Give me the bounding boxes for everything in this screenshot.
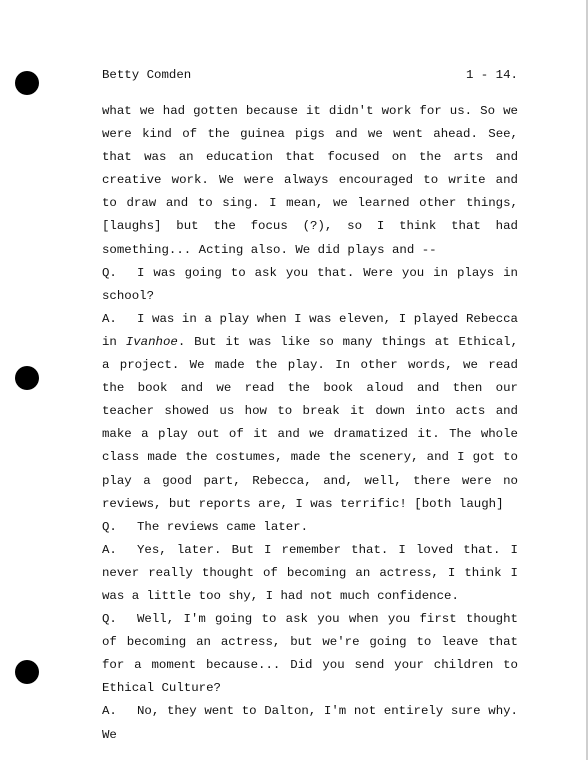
page-number: 1 - 14. xyxy=(465,68,518,82)
paragraph-text: I was in a play when I was eleven, I played Rebecca in xyxy=(102,311,518,349)
paragraph-text: what we had gotten because it didn't work for us. So we were kind of the guinea pigs and we went ahead. See, that was an education that focused on the arts and creative work. We were always encouraged to write and to draw and to sing. I mean, we learned other things, [laughs] but the focus (?), so I think that had something... Acting also. We did plays and -- xyxy=(102,104,518,257)
answer-paragraph xyxy=(102,700,518,746)
binder-hole-middle xyxy=(15,366,39,390)
question-paragraph xyxy=(102,262,518,308)
paragraph-text: Yes, later. But I remember that. I loved that. I never really thought of becoming an actress, I think I was a little too shy, I had not much confidence. xyxy=(102,542,518,603)
question-paragraph xyxy=(102,516,518,539)
question-paragraph xyxy=(102,608,518,700)
speaker-label: A. xyxy=(102,542,117,557)
paragraph-text: No, they went to Dalton, I'm not entirely sure why. We xyxy=(102,704,518,742)
speaker-name: Betty Comden xyxy=(102,68,192,82)
answer-paragraph xyxy=(102,539,518,608)
answer-paragraph xyxy=(102,308,518,516)
paragraph-text: Well, I'm going to ask you when you first thought of becoming an actress, but we're going to leave that for a moment because... Did you send your children to Ethical Culture? xyxy=(102,612,518,696)
binder-hole-bottom xyxy=(15,660,39,684)
paragraph-text: . But it was like so many things at Ethical, a project. We made the play. In other words, we read the book and we read the book aloud and then our teacher showed us how to break it down into acts and make a play out of it and we dramatized it. The whole class made the costumes, made the scenery, and I got to play a good part, Rebecca, and, well, there were no reviews, but reports are, I was terrific! [both laugh] xyxy=(102,334,519,511)
paragraph-text: The reviews came later. xyxy=(137,519,309,534)
paragraph-text: I was going to ask you that. Were you in plays in school? xyxy=(102,265,518,303)
speaker-label: A. xyxy=(102,704,117,719)
speaker-label: Q. xyxy=(102,519,117,534)
speaker-label: Q. xyxy=(102,265,117,280)
transcript-body xyxy=(102,100,518,747)
binder-hole-top xyxy=(15,71,39,95)
italic-title: Ivanhoe xyxy=(125,334,178,349)
speaker-label: A. xyxy=(102,311,117,326)
speaker-label: Q. xyxy=(102,612,117,627)
paragraph-continuation xyxy=(102,100,518,262)
